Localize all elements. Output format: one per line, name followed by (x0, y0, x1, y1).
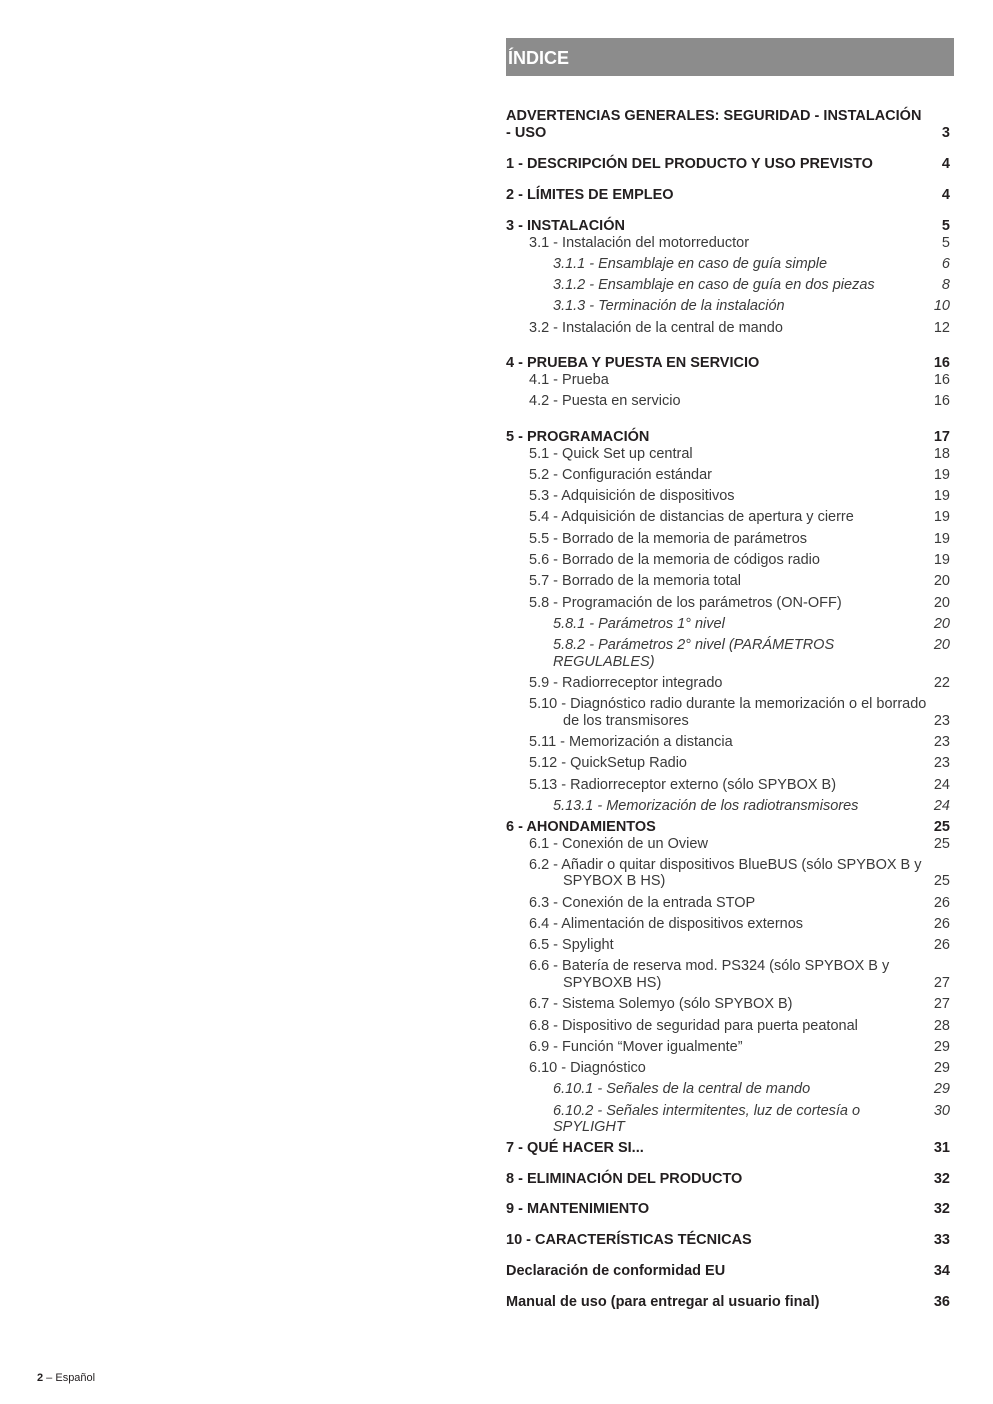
toc-subentry[interactable] (506, 937, 950, 954)
toc-entry-title: Manual de uso (para entregar al usuario final) (506, 1294, 820, 1310)
toc-subentry-title: 6.6 - Batería de reserva mod. PS324 (sólo SPYBOX B y SPYBOXB HS) (529, 958, 890, 991)
toc-subentry-page: 25 (933, 835, 950, 852)
toc-subentry-page: 25 (933, 873, 950, 890)
toc-subentry-page: 20 (933, 637, 950, 654)
toc-subentry-page: 19 (933, 530, 950, 547)
toc-subentry-page: 28 (933, 1017, 950, 1034)
toc-subentry-page: 20 (933, 594, 950, 611)
toc-subentry-title: 5.8 - Programación de los parámetros (ON-OFF) (529, 594, 842, 611)
toc-subentry[interactable] (506, 996, 950, 1013)
toc-subentry[interactable] (506, 895, 950, 912)
toc-subentry[interactable] (506, 1060, 950, 1077)
toc-subentry-title: 5.5 - Borrado de la memoria de parámetros (529, 530, 808, 547)
toc-subentry-page: 19 (933, 466, 950, 483)
toc-subentry-page: 16 (933, 371, 950, 388)
toc-entry-title: 4 - PRUEBA Y PUESTA EN SERVICIO (506, 355, 760, 371)
toc-subentry[interactable] (506, 916, 950, 933)
toc-section (506, 108, 950, 141)
toc-entry[interactable] (506, 108, 950, 141)
toc-entry-title: 3 - INSTALACIÓN (506, 218, 625, 234)
toc-subentry-title: 5.11 - Memorización a distancia (529, 734, 733, 751)
toc-subentry[interactable] (506, 552, 950, 569)
toc-subentry-page: 20 (933, 573, 950, 590)
toc-subentry-page: 19 (933, 509, 950, 526)
toc-subentry-title: 5.8.2 - Parámetros 2° nivel (PARÁMETROS REGULABLES) (553, 637, 835, 670)
toc-subentry-title: 3.2 - Instalación de la central de mando (529, 319, 783, 336)
toc-subsubentry[interactable] (506, 637, 950, 670)
toc-section (506, 1294, 950, 1311)
toc-subentry[interactable] (506, 777, 950, 794)
toc-subentry-page: 12 (933, 319, 950, 336)
toc-subentry-page: 26 (933, 894, 950, 911)
toc-subentry-title: 4.1 - Prueba (529, 371, 609, 388)
toc-subentry-title: 6.5 - Spylight (529, 937, 614, 954)
toc-entry[interactable] (506, 187, 950, 204)
toc-section (506, 1140, 950, 1157)
toc-subentry-page: 23 (933, 734, 950, 751)
toc-subentry-title: 5.9 - Radiorreceptor integrado (529, 674, 723, 691)
toc-entry-page: 25 (933, 819, 950, 835)
index-header (506, 38, 954, 76)
toc-subentry-page: 29 (933, 1060, 950, 1077)
toc-subentry-title: 6.2 - Añadir o quitar dispositivos BlueBUS (sólo SPYBOX B y SPYBOX B HS) (529, 856, 922, 890)
toc-entry[interactable] (506, 1140, 950, 1157)
toc-subentry-title: 5.1 - Quick Set up central (529, 445, 693, 462)
toc-subentry-title: 6.7 - Sistema Solemyo (sólo SPYBOX B) (529, 996, 793, 1013)
toc-subsubentry[interactable] (506, 1103, 950, 1136)
toc-subentry[interactable] (506, 446, 950, 463)
toc-section (506, 156, 950, 173)
toc-subentry[interactable] (506, 320, 950, 337)
toc-subentry-page: 29 (933, 1038, 950, 1055)
toc-subentry-title: 3.1.2 - Ensamblaje en caso de guía en dos piezas (553, 277, 875, 294)
toc-entry-page: 5 (941, 218, 950, 234)
toc-subentry[interactable] (506, 696, 950, 729)
toc-subentry-title: 5.2 - Configuración estándar (529, 466, 712, 483)
toc-subentry[interactable] (506, 1018, 950, 1035)
toc-subentry-title: 5.12 - QuickSetup Radio (529, 755, 687, 772)
toc-subentry-page: 26 (933, 937, 950, 954)
toc-subentry-title: 6.3 - Conexión de la entrada STOP (529, 894, 756, 911)
footer-page-number: 2 (37, 1372, 44, 1384)
toc-subentry-title: 6.8 - Dispositivo de seguridad para puerta peatonal (529, 1017, 858, 1034)
toc-entry-page: 36 (933, 1294, 950, 1310)
toc-subsubentry[interactable] (506, 256, 950, 273)
toc-entry-title: 1 - DESCRIPCIÓN DEL PRODUCTO Y USO PREVISTO (506, 156, 873, 172)
toc-entry-page: 4 (941, 187, 950, 203)
toc-entry[interactable] (506, 156, 950, 173)
toc-entry-page: 34 (933, 1263, 950, 1279)
toc-subentry[interactable] (506, 857, 950, 890)
toc-section (506, 1201, 950, 1218)
toc-entry[interactable] (506, 1294, 950, 1311)
toc-subentry-title: 6.4 - Alimentación de dispositivos externos (529, 915, 804, 932)
toc-section (506, 187, 950, 204)
toc-entry-page: 4 (941, 156, 950, 172)
toc-entry[interactable] (506, 1263, 950, 1280)
toc-entry-page: 17 (933, 429, 950, 445)
toc-section (506, 1171, 950, 1188)
toc-subentry-page: 22 (933, 674, 950, 691)
toc-subentry-page: 19 (933, 488, 950, 505)
toc-subentry-page: 24 (933, 797, 950, 814)
toc-subentry[interactable] (506, 1039, 950, 1056)
toc-subsubentry[interactable] (506, 277, 950, 294)
toc-entry-title: 7 - QUÉ HACER SI... (506, 1140, 644, 1156)
toc-subentry-title: 6.10.1 - Señales de la central de mando (553, 1081, 811, 1098)
toc-subentry-title: 5.3 - Adquisición de dispositivos (529, 488, 735, 505)
toc-subentry[interactable] (506, 958, 950, 991)
toc-entry-title: ADVERTENCIAS GENERALES: SEGURIDAD - INSTALACIÓN - USO (506, 108, 922, 141)
toc-entry[interactable] (506, 355, 950, 372)
toc-entry[interactable] (506, 218, 950, 235)
toc-entry-title: 6 - AHONDAMIENTOS (506, 819, 656, 835)
toc-entry-page: 31 (933, 1140, 950, 1156)
footer-language: – Español (43, 1372, 96, 1384)
toc-subentry[interactable] (506, 509, 950, 526)
toc-subentry[interactable] (506, 467, 950, 484)
toc-section (506, 1263, 950, 1280)
toc-section (506, 355, 950, 409)
toc-subentry-page: 10 (933, 298, 950, 315)
toc-subentry-page: 18 (933, 445, 950, 462)
toc-subentry-title: 5.4 - Adquisición de distancias de apertura y cierre (529, 509, 854, 526)
toc-section (506, 429, 950, 814)
toc-entry[interactable] (506, 429, 950, 446)
toc-subentry-page: 29 (933, 1081, 950, 1098)
toc-subentry[interactable] (506, 836, 950, 853)
toc-subentry-title: 4.2 - Puesta en servicio (529, 392, 681, 409)
toc-subsubentry[interactable] (506, 298, 950, 315)
toc-entry-title: Declaración de conformidad EU (506, 1263, 726, 1279)
page-footer (37, 1372, 95, 1384)
toc-subentry[interactable] (506, 595, 950, 612)
toc-section (506, 819, 950, 1136)
toc-subentry-page: 23 (933, 755, 950, 772)
toc-entry[interactable] (506, 1171, 950, 1188)
toc-section (506, 1232, 950, 1249)
toc-entry-page: 32 (933, 1201, 950, 1217)
toc-subentry-page: 30 (933, 1102, 950, 1119)
toc-subsubentry[interactable] (506, 1081, 950, 1098)
toc-subentry-page: 6 (941, 255, 950, 272)
toc-subentry[interactable] (506, 488, 950, 505)
toc-subentry-title: 5.13 - Radiorreceptor externo (sólo SPYBOX B) (529, 776, 837, 793)
toc-subentry-title: 5.8.1 - Parámetros 1° nivel (553, 615, 725, 632)
toc-subentry[interactable] (506, 675, 950, 692)
toc-subentry-page: 5 (941, 234, 950, 251)
toc-subentry-title: 5.6 - Borrado de la memoria de códigos radio (529, 551, 820, 568)
toc-subentry-page: 24 (933, 776, 950, 793)
toc-entry[interactable] (506, 819, 950, 836)
toc-subsubentry[interactable] (506, 798, 950, 815)
toc-subentry[interactable] (506, 393, 950, 410)
toc-subentry-page: 26 (933, 915, 950, 932)
toc-subentry-page: 16 (933, 392, 950, 409)
index-title: ÍNDICE (508, 48, 570, 68)
toc-entry[interactable] (506, 1201, 950, 1218)
toc-subentry-title: 6.10 - Diagnóstico (529, 1060, 646, 1077)
toc-subentry[interactable] (506, 734, 950, 751)
toc-subentry-page: 20 (933, 615, 950, 632)
toc-subentry-title: 3.1 - Instalación del motorreductor (529, 234, 750, 251)
toc-entry-page: 16 (933, 355, 950, 371)
toc-entry[interactable] (506, 1232, 950, 1249)
toc-subentry[interactable] (506, 235, 950, 252)
toc-subentry[interactable] (506, 531, 950, 548)
toc-subentry-page: 27 (933, 974, 950, 991)
toc-entry-title: 5 - PROGRAMACIÓN (506, 429, 650, 445)
toc-subsubentry[interactable] (506, 616, 950, 633)
toc-subentry-title: 5.13.1 - Memorización de los radiotransmisores (553, 797, 859, 814)
toc-subentry-title: 5.10 - Diagnóstico radio durante la memorización o el borrado de los transmisores (529, 696, 927, 729)
toc-subentry-page: 23 (933, 712, 950, 729)
toc-subentry-page: 19 (933, 551, 950, 568)
toc-subentry[interactable] (506, 573, 950, 590)
toc-subentry-title: 6.10.2 - Señales intermitentes, luz de cortesía o SPYLIGHT (553, 1102, 861, 1136)
toc-subentry-page: 8 (941, 277, 950, 294)
toc-subentry-title: 6.9 - Función “Mover igualmente” (529, 1038, 743, 1055)
toc-entry-page: 3 (941, 124, 950, 141)
toc-subentry-title: 3.1.3 - Terminación de la instalación (553, 298, 785, 315)
toc-subentry-title: 5.7 - Borrado de la memoria total (529, 573, 741, 590)
toc-entry-title: 10 - CARACTERÍSTICAS TÉCNICAS (506, 1232, 752, 1248)
toc-entry-page: 33 (933, 1232, 950, 1248)
toc-entry-title: 8 - ELIMINACIÓN DEL PRODUCTO (506, 1171, 743, 1187)
toc-section (506, 218, 950, 336)
toc-entry-title: 2 - LÍMITES DE EMPLEO (506, 187, 674, 203)
toc-entry-title: 9 - MANTENIMIENTO (506, 1201, 650, 1217)
toc-subentry[interactable] (506, 372, 950, 389)
toc-subentry-page: 27 (933, 996, 950, 1013)
toc-subentry-title: 6.1 - Conexión de un Oview (529, 835, 708, 852)
toc-subentry[interactable] (506, 755, 950, 772)
toc-entry-page: 32 (933, 1171, 950, 1187)
toc-subentry-title: 3.1.1 - Ensamblaje en caso de guía simple (553, 255, 828, 272)
